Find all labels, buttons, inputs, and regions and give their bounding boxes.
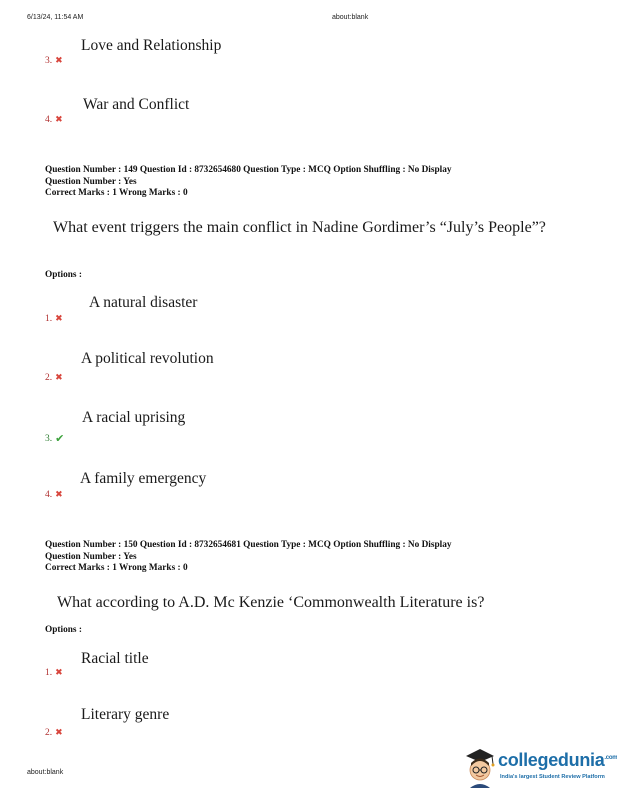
option-number [45,115,63,125]
question-text: What according to A.D. Mc Kenzie ‘Commonwealth Literature is? [57,594,485,611]
question-marks: Correct Marks : 1 Wrong Marks : 0 [45,563,188,573]
option-text: War and Conflict [83,96,190,113]
option-number-label: 1. [45,668,53,678]
option-text: Love and Relationship [81,37,222,54]
question-meta [45,540,452,575]
mascot-icon [462,746,498,788]
option-number-label: 3. [45,433,53,444]
question-meta-line2: Question Number : Yes [45,551,137,562]
wrong-mark-icon: ✖ [55,314,63,324]
logo-tagline: India's largest Student Review Platform [500,774,605,780]
question-meta-line2: Question Number : Yes [45,176,137,187]
option-number [45,490,63,500]
option-text: Racial title [81,650,149,667]
option-text: A political revolution [81,350,214,367]
question-marks: Correct Marks : 1 Wrong Marks : 0 [45,188,188,198]
option-number-label: 2. [45,373,53,383]
options-label: Options : [45,270,82,280]
option-number [45,668,63,678]
print-timestamp: 6/13/24, 11:54 AM [27,14,84,21]
question-meta-line1: Question Number : 150 Question Id : 8732654681 Question Type : MCQ Option Shuffling : No Display [45,540,452,550]
wrong-mark-icon: ✖ [55,115,63,125]
option-number-label: 1. [45,314,53,324]
print-footer-url: about:blank [27,769,64,776]
option-number [45,56,63,66]
option-number-label: 3. [45,56,53,66]
option-text: A natural disaster [89,294,198,311]
logo-name: collegedunia$^{.com}$ [498,750,617,770]
options-label: Options : [45,625,82,635]
print-page-title: about:blank [332,14,369,21]
question-meta-line1: Question Number : 149 Question Id : 8732654680 Question Type : MCQ Option Shuffling : No Display [45,165,452,175]
question-meta [45,165,452,200]
option-text: A family emergency [80,470,207,487]
logo-name-text: collegedunia [498,750,605,770]
option-number [45,314,63,324]
option-number [45,432,64,445]
option-number [45,373,63,383]
wrong-mark-icon: ✖ [55,490,63,500]
wrong-mark-icon: ✖ [55,56,63,66]
option-number-label: 4. [45,115,53,125]
option-number-label: 2. [45,728,53,738]
wrong-mark-icon: ✖ [55,668,63,678]
wrong-mark-icon: ✖ [55,728,63,738]
collegedunia-logo [462,746,617,792]
correct-check-icon: ✔ [55,432,65,445]
question-text: What event triggers the main conflict in Nadine Gordimer’s “July’s People”? [53,219,546,236]
option-text: Literary genre [81,706,170,723]
wrong-mark-icon: ✖ [55,373,63,383]
option-number-label: 4. [45,490,53,500]
option-text: A racial uprising [82,409,186,426]
option-number [45,728,63,738]
